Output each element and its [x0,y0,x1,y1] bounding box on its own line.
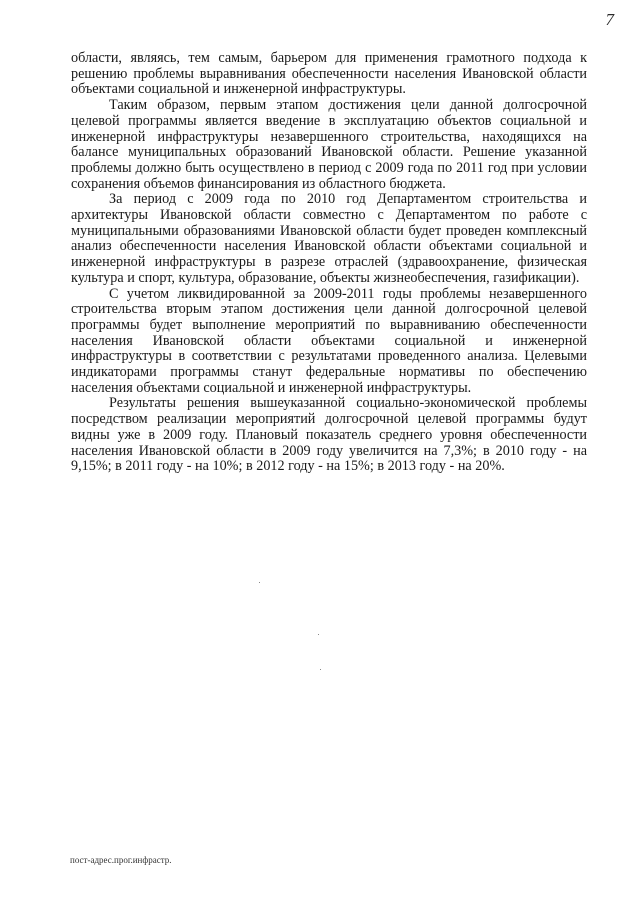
paragraph-continuation: области, являясь, тем самым, барьером для применения грамотного подхода к решению проблемы выравнивания обеспеченности населения Ивановской области объектами социальной и инженерной инфраструктуры. [71,50,587,98]
scan-speck [318,634,319,635]
scan-speck [320,669,321,670]
body-text [71,51,587,475]
paragraph-second-stage: С учетом ликвидированной за 2009-2011 годы проблемы незавершенного строительства вторым этапом достижения цели данной долгосрочной целевой программы будет выполнение мероприятий по выравниванию обеспеченности населения Ивановской области объектами социальной и инженерной инфраструктуры в соответствии с результатами проведенного анализа. Целевыми индикаторами программы станут федеральные нормативы по обеспечению населения объектами социальной и инженерной инфраструктуры. [71,285,587,396]
page-number: 7 [605,10,614,29]
scan-speck [259,582,260,583]
paragraph-analysis-period: За период с 2009 года по 2010 год Департаментом строительства и архитектуры Ивановской области совместно с Департаментом по работе с муниципальными образованиями Ивановской области будет проведен комплексный анализ обеспеченности населения Ивановской области объектами социальной и инженерной инфраструктуры в разрезе отраслей (здравоохранение, физическая культура и спорт, культура, образование, объекты жизнеобеспечения, газификации). [71,191,587,286]
footer-file-reference: пост-адрес.прог.инфрастр. [70,855,172,865]
paragraph-first-stage: Таким образом, первым этапом достижения цели данной долгосрочной целевой программы является введение в эксплуатацию объектов социальной и инженерной инфраструктуры незавершенного строительства, находящихся на балансе муниципальных образований Ивановской области. Решение указанной проблемы должно быть осуществлено в период с 2009 года по 2011 год при условии сохранения объемов финансирования из областного бюджета. [71,97,587,192]
paragraph-results: Результаты решения вышеуказанной социально-экономической проблемы посредством реализации мероприятий долгосрочной целевой программы будут видны уже в 2009 году. Плановый показатель среднего уровня обеспеченности населения Ивановской области в 2009 году увеличится на 7,3%; в 2010 году - на 9,15%; в 2011 году - на 10%; в 2012 году - на 15%; в 2013 году - на 20%. [71,395,587,475]
